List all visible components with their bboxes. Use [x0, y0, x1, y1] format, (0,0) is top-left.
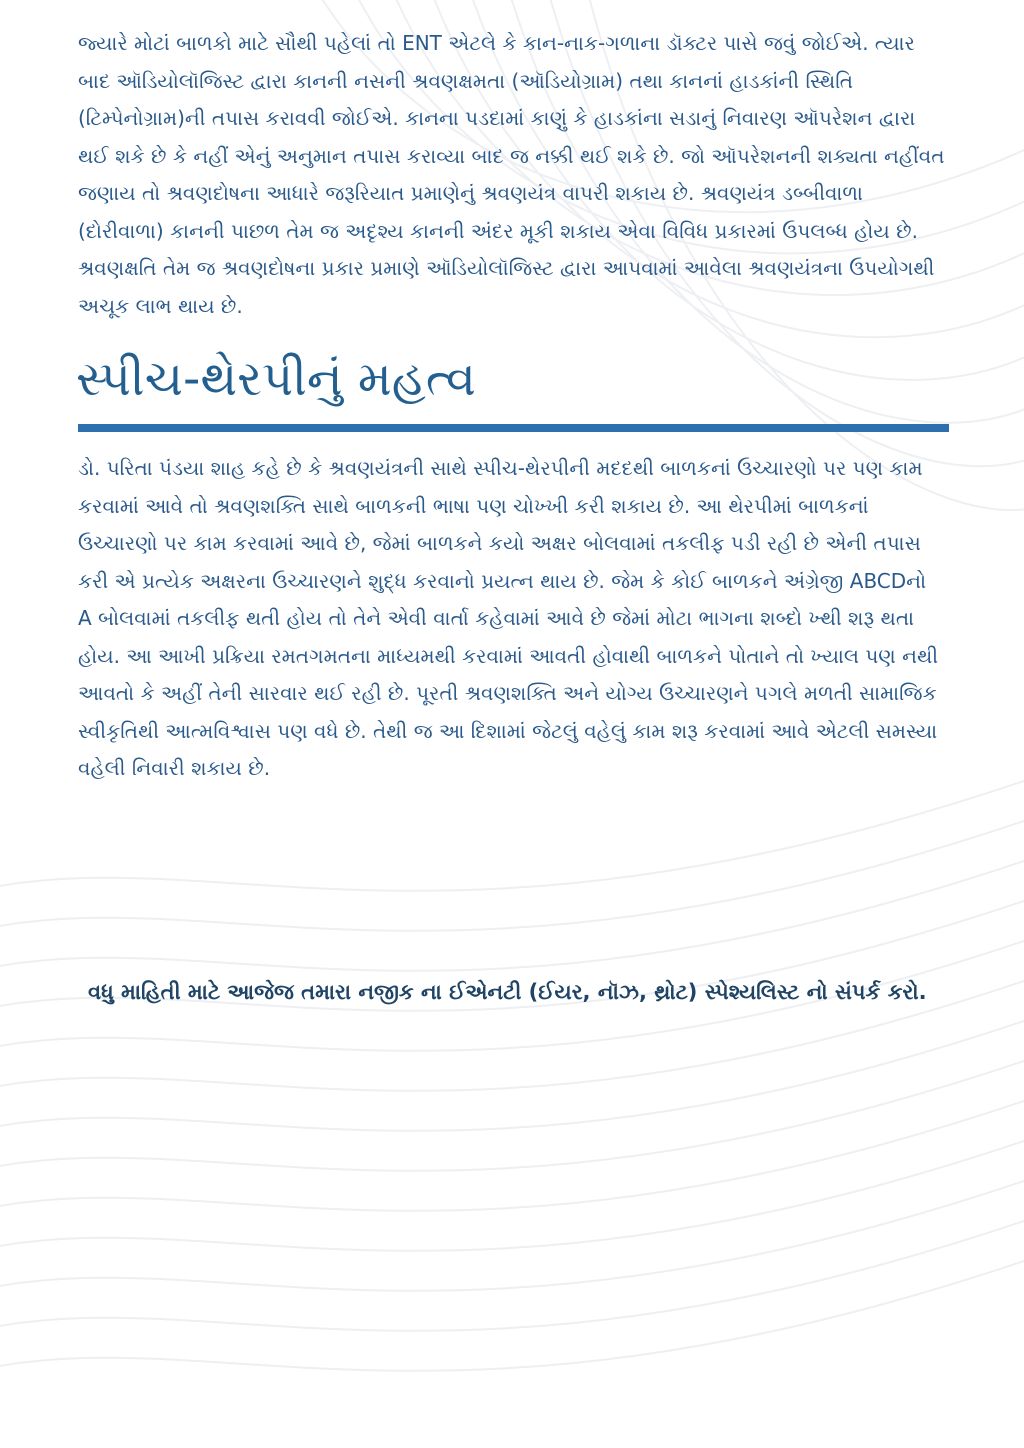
section-heading: સ્પીચ-થેરપીનું મહત્વ	[76, 351, 476, 407]
intro-paragraph: જ્યારે મોટાં બાળકો માટે સૌથી પહેલાં તો ENT એટલે કે કાન-નાક-ગળાના ડૉક્ટર પાસે જવું જોઈએ. ત્યાર બાદ ઑડિયોલૉજિસ્ટ દ્વારા કાનની નસની શ્રવણક્ષમતા (ઑડિયોગ્રામ) તથા કાનનાં હાડકાંની સ્થિતિ (ટિમ્પેનોગ્રામ)ની તપાસ કરાવવી જોઈએ. કાનના પડદામાં કાણું કે હાડકાંના સડાનું નિવારણ ઑપરેશન દ્વારા થઈ શકે છે કે નહીં એનું અનુમાન તપાસ કરાવ્યા બાદ જ નક્કી થઈ શકે છે. જો ઑપરેશનની શક્યતા નહીંવત જણાય તો શ્રવણદોષના આધારે જરૂરિયાત પ્રમાણેનું શ્રવણયંત્ર વાપરી શકાય છે. શ્રવણયંત્ર ડબ્બીવાળા (દોરીવાળા) કાનની પાછળ તેમ જ અદૃશ્ય કાનની અંદર મૂકી શકાય એવા વિવિધ પ્રકારમાં ઉપલબ્ધ હોય છે. શ્રવણક્ષતિ તેમ જ શ્રવણદોષના પ્રકાર પ્રમાણે ઑડિયોલૉજિસ્ટ દ્વારા આપવામાં આવેલા શ્રવણયંત્રના ઉપયોગથી અચૂક લાભ થાય છે.	[78, 31, 945, 318]
call-to-action: વધુ માહિતી માટે આજેજ તમારા નજીક ના ઈએનટી (ઈયર, નૉઝ, થ્રોટ) સ્પેશ્યલિસ્ટ નો સંપર્ક કરો.	[88, 980, 927, 1004]
heading-divider	[78, 424, 949, 432]
speech-therapy-paragraph: ડો. પરિતા પંડયા શાહ કહે છે કે શ્રવણયંત્રની સાથે સ્પીચ-થેરપીની મદદથી બાળકનાં ઉચ્ચારણો પર પણ કામ કરવામાં આવે તો શ્રવણશક્તિ સાથે બાળકની ભાષા પણ ચોખ્ખી કરી શકાય છે. આ થેરપીમાં બાળકનાં ઉચ્ચારણો પર કામ કરવામાં આવે છે, જેમાં બાળકને કયો અક્ષર બોલવામાં તકલીફ પડી રહી છે એની તપાસ કરી એ પ્રત્યેક અક્ષરના ઉચ્ચારણને શુદ્ધ કરવાનો પ્રયત્ન થાય છે. જેમ કે કોઈ બાળકને અંગ્રેજી ABCDનો A બોલવામાં તકલીફ થતી હોય તો તેને એવી વાર્તા કહેવામાં આવે છે જેમાં મોટા ભાગના શબ્દો ખ્થી શરૂ થતા હોય. આ આખી પ્રક્રિયા રમતગમતના માધ્યમથી કરવામાં આવતી હોવાથી બાળકને પોતાને તો ખ્યાલ પણ નથી આવતો કે અહીં તેની સારવાર થઈ રહી છે. પૂરતી શ્રવણશક્તિ અને યોગ્ય ઉચ્ચારણને પગલે મળતી સામાજિક સ્વીકૃતિથી આત્મવિશ્વાસ પણ વધે છે. તેથી જ આ દિશામાં જેટલું વહેલું કામ શરૂ કરવામાં આવે એટલી સમસ્યા વહેલી નિવારી શકાય છે.	[78, 456, 939, 780]
